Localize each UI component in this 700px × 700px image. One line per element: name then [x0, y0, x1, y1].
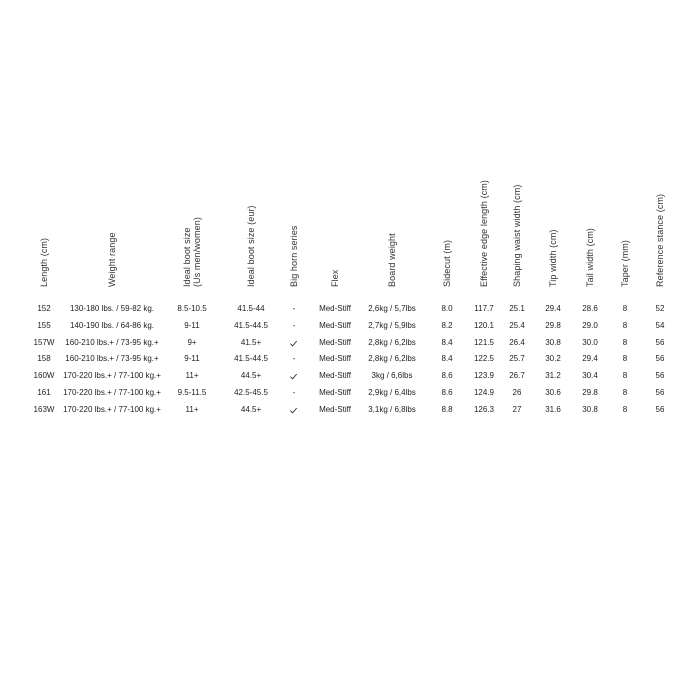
- column-header: [107, 232, 117, 287]
- table-cell: 29.8: [545, 320, 561, 330]
- table-cell: 8: [622, 320, 628, 330]
- column-header: [548, 229, 558, 287]
- table-cell: 160W: [33, 371, 55, 381]
- checkmark-icon: [289, 406, 299, 416]
- table-cell: 2,9kg / 6,4lbs: [368, 388, 416, 397]
- table-cell: 9+: [187, 337, 197, 347]
- column-header: [620, 240, 630, 287]
- table-cell: 8.6: [441, 388, 453, 397]
- table-cell: 2,7kg / 5,9lbs: [368, 320, 416, 330]
- column-header: [585, 228, 595, 287]
- table-cell: 30.2: [545, 354, 561, 364]
- table-cell: 31.2: [545, 371, 561, 381]
- table-cell: 8.0: [441, 304, 453, 313]
- table-cell: 44.5+: [240, 371, 262, 381]
- table-cell: 29.0: [582, 320, 598, 330]
- column-header: [289, 225, 299, 287]
- table-cell: 140-190 lbs. / 64-86 kg.: [69, 320, 155, 330]
- table-cell: 8: [622, 304, 628, 313]
- column-header-line: Board weight: [387, 233, 397, 287]
- table-cell: 158: [37, 354, 51, 364]
- table-cell: 41.5+: [240, 337, 262, 347]
- table-cell: 26.7: [509, 371, 525, 381]
- table-cell: 56: [655, 371, 665, 381]
- table-cell: 8.5-10.5: [177, 304, 207, 313]
- column-header: [387, 233, 397, 287]
- table-cell: -: [292, 354, 296, 364]
- table-cell: 56: [655, 337, 665, 347]
- table-cell: 8.6: [441, 371, 453, 381]
- table-cell: 3kg / 6,6lbs: [371, 371, 413, 381]
- table-cell: 54: [655, 320, 665, 330]
- table-cell: 27: [512, 404, 522, 414]
- table-cell: 120.1: [473, 320, 495, 330]
- checkmark-icon: [289, 372, 299, 382]
- table-cell: 30.8: [545, 337, 561, 347]
- column-header-line: Weight range: [107, 232, 117, 287]
- table-cell: 56: [655, 404, 665, 414]
- table-cell: 31.6: [545, 404, 561, 414]
- checkmark-icon: [289, 339, 299, 349]
- table-cell: Med-Stiff: [319, 388, 351, 397]
- column-header: [182, 217, 202, 287]
- table-cell: 41.5-44: [237, 304, 265, 313]
- table-cell: 11+: [185, 371, 199, 381]
- table-cell: 122.5: [473, 354, 495, 364]
- table-cell: 30.6: [545, 388, 561, 397]
- table-cell: 8.4: [441, 354, 453, 364]
- column-header: [39, 238, 49, 287]
- column-header-line: Big horn series: [289, 225, 299, 287]
- table-cell: 26: [512, 388, 522, 397]
- table-cell: Med-Stiff: [319, 337, 351, 347]
- table-cell: 30.0: [582, 337, 598, 347]
- table-cell: 9.5-11.5: [177, 388, 207, 397]
- table-cell: 170-220 lbs.+ / 77-100 kg.+: [63, 388, 161, 397]
- column-header: [479, 180, 489, 287]
- table-cell: 2,8kg / 6,2lbs: [368, 354, 416, 364]
- table-cell: 126.3: [473, 404, 495, 414]
- column-header: [246, 205, 256, 287]
- table-cell: Med-Stiff: [319, 320, 351, 330]
- table-cell: 30.4: [582, 371, 598, 381]
- column-header: [330, 270, 340, 287]
- column-header: [512, 185, 522, 287]
- table-cell: 26.4: [509, 337, 525, 347]
- table-cell: Med-Stiff: [319, 354, 351, 364]
- table-cell: 25.4: [509, 320, 525, 330]
- column-header-line: Sidecut (m): [442, 239, 452, 287]
- table-cell: 29.8: [582, 388, 598, 397]
- table-cell: 121.5: [473, 337, 495, 347]
- table-cell: 161: [37, 388, 51, 397]
- table-cell: 11+: [185, 404, 199, 414]
- table-cell: 8.4: [441, 337, 453, 347]
- table-cell: 157W: [33, 337, 55, 347]
- table-cell: 30.8: [582, 404, 598, 414]
- table-cell: 117.7: [474, 304, 494, 313]
- table-cell: 123.9: [473, 371, 495, 381]
- column-header-line: (Us men/women): [192, 217, 202, 287]
- table-cell: 130-180 lbs. / 59-82 kg.: [69, 304, 155, 313]
- table-cell: 8: [622, 371, 628, 381]
- column-header-line: Ideal boot size: [182, 227, 192, 287]
- table-cell: 29.4: [545, 304, 561, 313]
- table-cell: -: [292, 320, 296, 330]
- table-cell: 8: [622, 404, 628, 414]
- table-cell: 42.5-45.5: [234, 388, 268, 397]
- table-cell: 163W: [33, 404, 55, 414]
- column-header-line: Shaping waist width (cm): [512, 184, 522, 287]
- table-cell: 52: [655, 304, 665, 313]
- table-cell: 170-220 lbs.+ / 77-100 kg.+: [63, 404, 161, 414]
- table-cell: 3,1kg / 6,8lbs: [368, 404, 416, 414]
- table-cell: 160-210 lbs.+ / 73-95 kg.+: [65, 354, 159, 364]
- table-cell: 29.4: [582, 354, 598, 364]
- table-cell: 160-210 lbs.+ / 73-95 kg.+: [65, 337, 159, 347]
- table-cell: 170-220 lbs.+ / 77-100 kg.+: [63, 371, 161, 381]
- column-header-line: Flex: [330, 269, 340, 287]
- column-header-line: Tip width (cm): [548, 229, 558, 287]
- table-cell: 8: [622, 388, 628, 397]
- column-header-line: Ideal boot size (eur): [246, 205, 256, 287]
- table-cell: 2,8kg / 6,2lbs: [368, 337, 416, 347]
- table-cell: 56: [655, 354, 665, 364]
- column-header-line: Taper (mm): [620, 239, 630, 287]
- table-cell: 28.6: [582, 304, 598, 313]
- table-cell: -: [292, 304, 296, 313]
- table-cell: 155: [37, 320, 51, 330]
- table-cell: 25.7: [509, 354, 525, 364]
- table-cell: 8: [622, 354, 628, 364]
- table-cell: 56: [655, 388, 665, 397]
- table-cell: 41.5-44.5: [234, 320, 268, 330]
- column-header-line: Effective edge length (cm): [479, 180, 489, 287]
- table-cell: 9-11: [184, 320, 200, 330]
- column-header-line: Length (cm): [39, 237, 49, 287]
- table-cell: 124.9: [473, 388, 495, 397]
- column-header: [442, 240, 452, 287]
- table-cell: 9-11: [184, 354, 200, 364]
- table-cell: 2,6kg / 5,7lbs: [368, 304, 416, 313]
- table-cell: 8.2: [441, 320, 453, 330]
- table-cell: 41.5-44.5: [234, 354, 268, 364]
- table-cell: 152: [37, 304, 51, 313]
- column-header: [655, 194, 665, 287]
- table-cell: 8: [622, 337, 628, 347]
- table-cell: Med-Stiff: [319, 304, 351, 313]
- table-cell: Med-Stiff: [319, 371, 351, 381]
- table-cell: 25.1: [509, 304, 525, 313]
- table-cell: 44.5+: [240, 404, 262, 414]
- table-cell: Med-Stiff: [319, 404, 351, 414]
- column-header-line: Tail width (cm): [585, 227, 595, 287]
- table-cell: -: [292, 388, 296, 397]
- table-cell: 8.8: [441, 404, 453, 414]
- column-header-line: Reference stance (cm): [655, 193, 665, 287]
